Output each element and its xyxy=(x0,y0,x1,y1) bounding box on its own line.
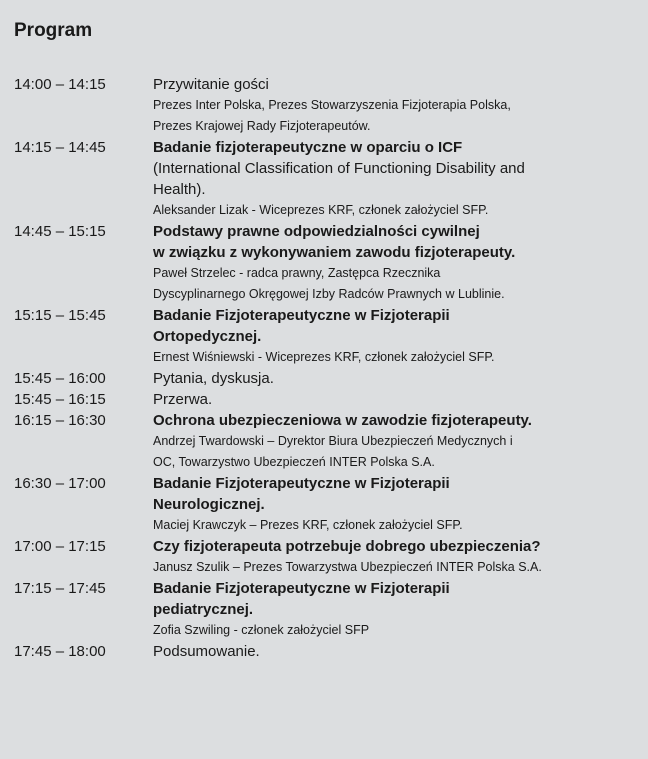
schedule-row xyxy=(14,137,634,221)
session-title-note: Health). xyxy=(153,181,206,198)
session-speaker: Prezes Krajowej Rady Fizjoterapeutów. xyxy=(153,119,371,133)
session-title: Podstawy prawne odpowiedzialności cywilnej xyxy=(153,223,480,240)
session-title: Przerwa. xyxy=(153,391,213,408)
session-speaker: Zofia Szwiling - członek założyciel SFP xyxy=(153,623,370,637)
schedule-time: 14:15 – 14:45 xyxy=(14,139,106,156)
schedule-time: 16:15 – 16:30 xyxy=(14,412,106,429)
schedule-row xyxy=(14,74,634,137)
session-speaker: Dyscyplinarnego Okręgowej Izby Radców Prawnych w Lublinie. xyxy=(153,287,505,301)
schedule-content xyxy=(153,473,634,536)
session-speaker: Janusz Szulik – Prezes Towarzystwa Ubezpieczeń INTER Polska S.A. xyxy=(153,560,542,574)
schedule-row xyxy=(14,305,634,368)
schedule-row xyxy=(14,473,634,536)
schedule-time: 17:00 – 17:15 xyxy=(14,538,106,555)
session-title: Przywitanie gości xyxy=(153,76,269,93)
session-title: Badanie Fizjoterapeutyczne w Fizjoterapii xyxy=(153,580,450,597)
session-title: Badanie Fizjoterapeutyczne w Fizjoterapii xyxy=(153,307,450,324)
schedule-content xyxy=(153,137,634,221)
session-speaker: Ernest Wiśniewski - Wiceprezes KRF, członek założyciel SFP. xyxy=(153,350,495,364)
session-title: Badanie fizjoterapeutyczne w oparciu o ICF xyxy=(153,139,463,156)
schedule-content xyxy=(153,578,634,641)
schedule-time: 14:00 – 14:15 xyxy=(14,76,106,93)
session-title: Podsumowanie. xyxy=(153,643,260,660)
schedule-content xyxy=(153,389,634,410)
schedule-time: 15:45 – 16:00 xyxy=(14,370,106,387)
schedule-content xyxy=(153,368,634,389)
session-title-note: (International Classification of Functioning Disability and xyxy=(153,160,525,177)
schedule-time: 14:45 – 15:15 xyxy=(14,223,106,240)
schedule-row xyxy=(14,410,634,473)
session-speaker: Aleksander Lizak - Wiceprezes KRF, członek założyciel SFP. xyxy=(153,203,489,217)
schedule-row xyxy=(14,578,634,641)
session-title: Ochrona ubezpieczeniowa w zawodzie fizjoterapeuty. xyxy=(153,412,532,429)
session-speaker: OC, Towarzystwo Ubezpieczeń INTER Polska S.A. xyxy=(153,455,435,469)
session-title: Pytania, dyskusja. xyxy=(153,370,274,387)
schedule-content xyxy=(153,221,634,305)
schedule-time: 17:45 – 18:00 xyxy=(14,643,106,660)
session-speaker: Andrzej Twardowski – Dyrektor Biura Ubezpieczeń Medycznych i xyxy=(153,434,513,448)
schedule-row xyxy=(14,641,634,662)
schedule-row xyxy=(14,536,634,578)
schedule-content xyxy=(153,410,634,473)
session-title: Badanie Fizjoterapeutyczne w Fizjoterapii xyxy=(153,475,450,492)
session-title: Ortopedycznej. xyxy=(153,328,262,345)
schedule-list xyxy=(14,74,634,662)
page-title: Program xyxy=(14,20,93,41)
schedule-time: 16:30 – 17:00 xyxy=(14,475,106,492)
schedule-time: 15:45 – 16:15 xyxy=(14,391,106,408)
session-speaker: Maciej Krawczyk – Prezes KRF, członek założyciel SFP. xyxy=(153,518,463,532)
session-title: Czy fizjoterapeuta potrzebuje dobrego ubezpieczenia? xyxy=(153,538,541,555)
session-title: w związku z wykonywaniem zawodu fizjoterapeuty. xyxy=(153,244,516,261)
session-title: pediatrycznej. xyxy=(153,601,254,618)
session-speaker: Paweł Strzelec - radca prawny, Zastępca Rzecznika xyxy=(153,266,441,280)
session-title: Neurologicznej. xyxy=(153,496,265,513)
schedule-content xyxy=(153,536,634,578)
schedule-row xyxy=(14,368,634,389)
schedule-content xyxy=(153,305,634,368)
schedule-time: 17:15 – 17:45 xyxy=(14,580,106,597)
schedule-content xyxy=(153,641,634,662)
schedule-row xyxy=(14,389,634,410)
schedule-content xyxy=(153,74,634,137)
schedule-row xyxy=(14,221,634,305)
schedule-time: 15:15 – 15:45 xyxy=(14,307,106,324)
session-speaker: Prezes Inter Polska, Prezes Stowarzyszenia Fizjoterapia Polska, xyxy=(153,98,511,112)
